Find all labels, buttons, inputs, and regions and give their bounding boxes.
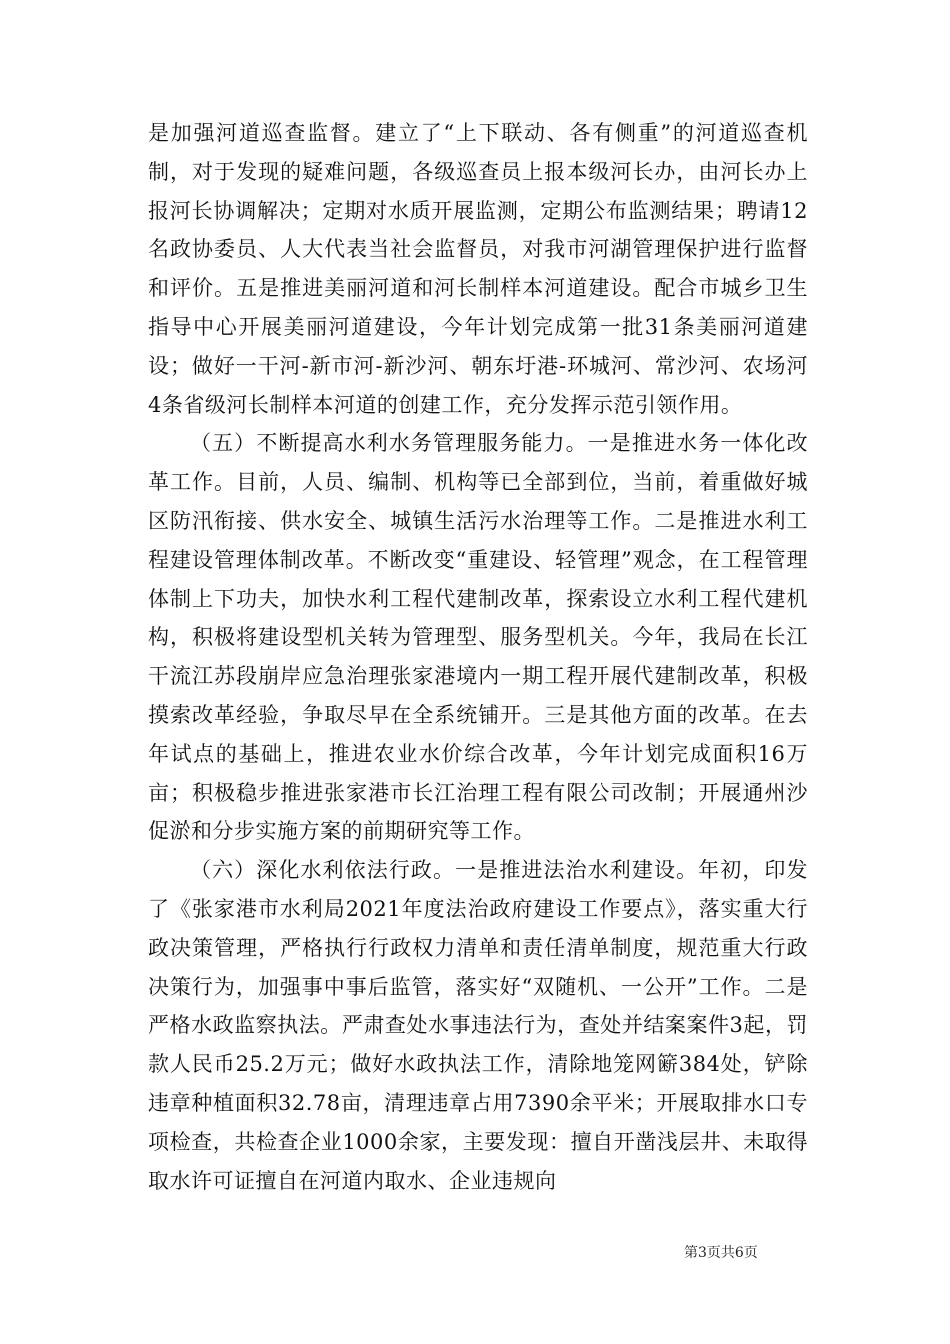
page-number-footer: 第3页共6页 — [684, 1245, 758, 1261]
paragraph-river-patrol: 是加强河道巡查监督。建立了“上下联动、各有侧重”的河道巡查机制，对于发现的疑难问题，各级巡查员上报本级河长办，由河长办上报河长协调解决；定期对水质开展监测，定期公布监测结果；聘请12名政协委员、人大代表当社会监督员，对我市河湖管理保护进行监督和评价。五是推进美丽河道和河长制样本河道建设。配合市城乡卫生指导中心开展美丽河道建设，今年计划完成第一批31条美丽河道建设；做好一干河-新市河-新沙河、朝东圩港-环城河、常沙河、农场河4条省级河长制样本河道的创建工作，充分发挥示范引领作用。 — [148, 121, 808, 417]
paragraph-water-management-reform: （五）不断提高水利水务管理服务能力。一是推进水务一体化改革工作。目前，人员、编制、机构等已全部到位，当前，着重做好城区防汛衔接、供水安全、城镇生活污水治理等工作。二是推进水利工程建设管理体制改革。不断改变“重建设、轻管理”观念，在工程管理体制上下功夫，加快水利工程代建制改革，探索设立水利工程代建机构，积极将建设型机关转为管理型、服务型机关。今年，我局在长江干流江苏段崩岸应急治理张家港境内一期工程开展代建制改革，积极摸索改革经验，争取尽早在全系统铺开。三是其他方面的改革。在去年试点的基础上，推进农业水价综合改革，今年计划完成面积16万亩；积极稳步推进张家港市长江治理工程有限公司改制；开展通州沙促淤和分步实施方案的前期研究等工作。 — [148, 431, 808, 844]
paragraph-rule-of-law: （六）深化水利依法行政。一是推进法治水利建设。年初，印发了《张家港市水利局2021年度法治政府建设工作要点》，落实重大行政决策管理，严格执行行政权力清单和责任清单制度，规范重大行政决策行为，加强事中事后监管，落实好“双随机、一公开”工作。二是严格水政监察执法。严肃查处水事违法行为，查处并结案案件3起，罚款人民币25.2万元；做好水政执法工作，清除地笼网簖384处，铲除违章种植面积32.78亩，清理违章占用7390余平米；开展取排水口专项检查，共检查企业1000余家，主要发现：擅自开凿浅层井、未取得取水许可证擅自在河道内取水、企业违规向 — [148, 858, 808, 1193]
document-body — [148, 114, 808, 1200]
